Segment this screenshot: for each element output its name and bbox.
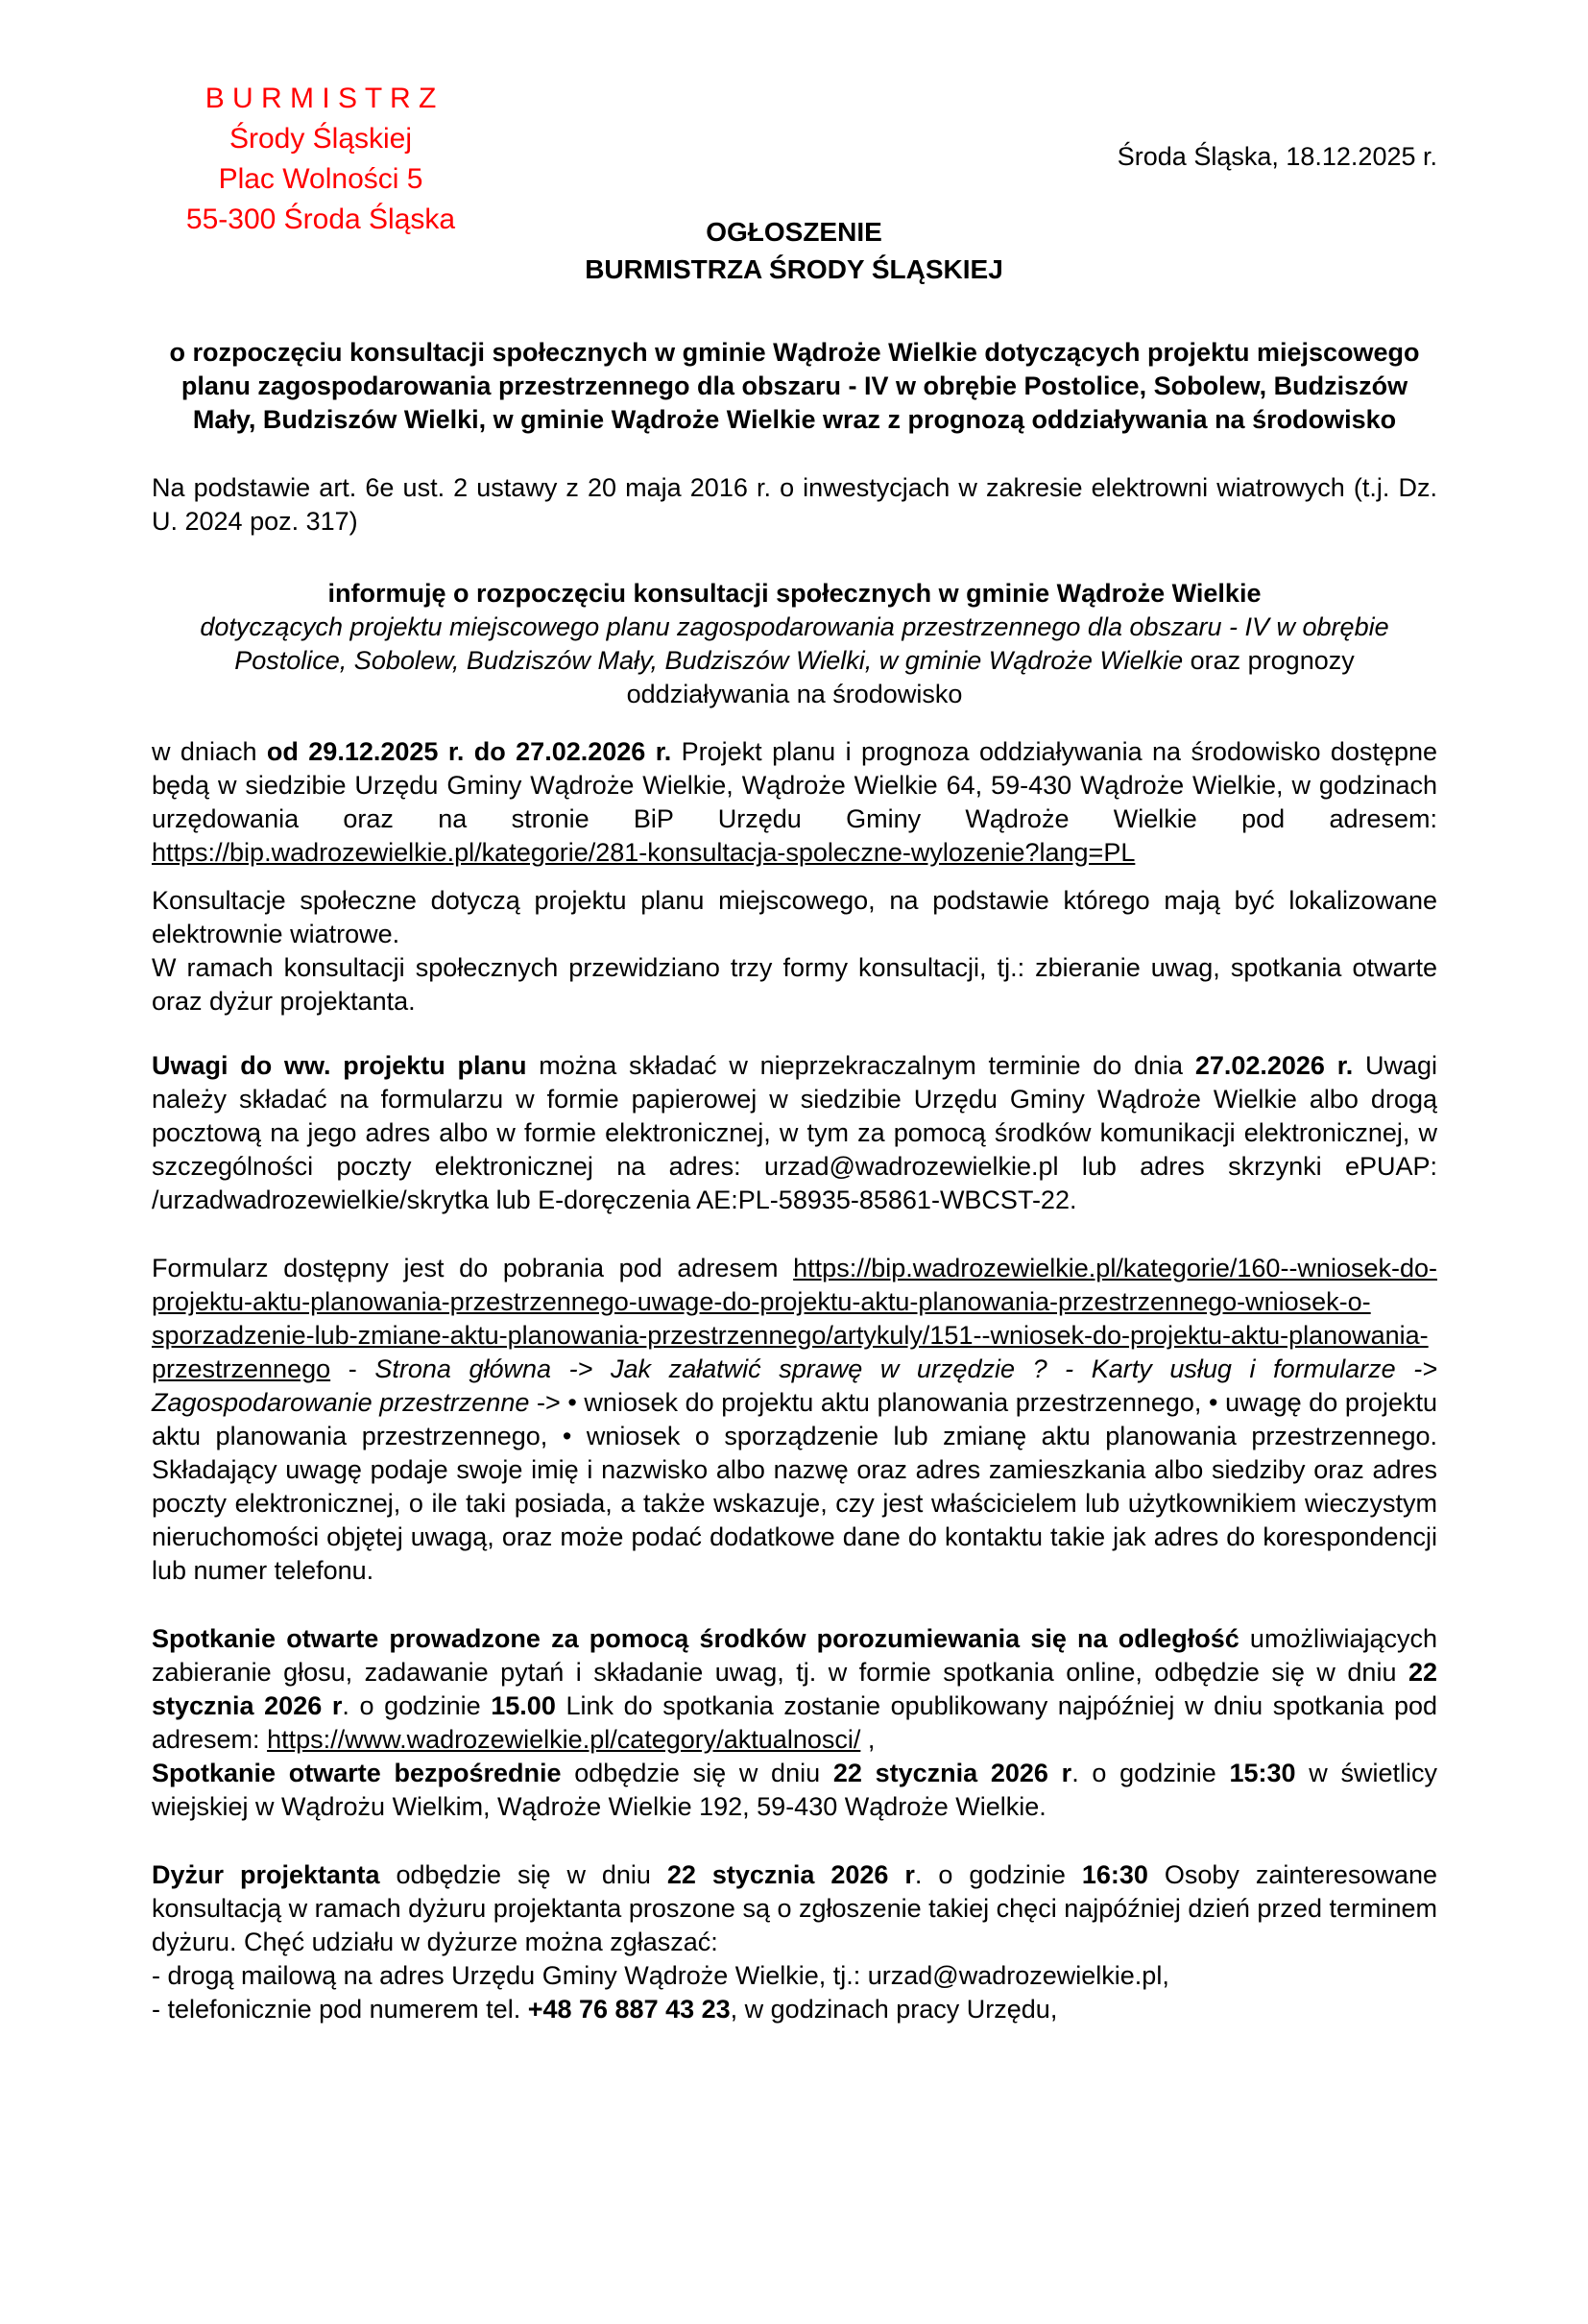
para-legal-basis [152,471,1437,539]
text-segment: -> • wniosek do projektu aktu planowania przestrzennego, • uwagę do projektu aktu planowania przestrzennego, • wniosek o sporządzenie lub zmianę aktu planowania przestrzennego. Składający uwagę podaje swoje imię i nazwisko albo nazwę oraz adres zamieszkania albo siedziby oraz adres poczty elektronicznej, o ile taki posiada, a także wskazuje, czy jest właścicielem lub użytkownikiem wieczystym nieruchomości objętej uwagą, oraz może podać dodatkowe dane do kontaktu takie jak adres do korespondencji lub numer telefonu. [152,1388,1437,1585]
text-segment: 22 stycznia 2026 r [152,1658,1437,1720]
link[interactable]: https://bip.wadrozewielkie.pl/kategorie/160--wniosek-do-projektu-aktu-planowania-przestrzennego-uwage-do-projektu-aktu-planowania-przestrzennego-wniosek-o-sporzadzenie-lub-zmiane-aktu-planowania-przestrzennego/artykuly/151--wniosek-do-projektu-aktu-planowania-przestrzennego [152,1254,1437,1383]
text-segment: Formularz dostępny jest do pobrania pod adresem [152,1254,794,1282]
text-segment: Link do spotkania zostanie opublikowany najpóźniej w dniu spotkania pod adresem: [152,1691,1437,1754]
text-segment: Konsultacje społeczne dotyczą projektu planu miejscowego, na podstawie którego mają być lokalizowane elektrownie wiatrowe. [152,886,1437,948]
link[interactable]: https://www.wadrozewielkie.pl/category/aktualnosci/ [267,1725,861,1754]
para-subject-heading [152,336,1437,437]
text-segment: 15.00 [491,1691,556,1720]
text-segment: oraz prognozy oddziaływania na środowisko [626,646,1355,708]
para-consultation-forms [152,884,1437,1018]
text-segment: w dniach [152,737,267,766]
text-segment: , w godzinach pracy Urzędu, [730,1995,1058,2024]
link[interactable]: https://bip.wadrozewielkie.pl/kategorie/281-konsultacja-spoleczne-wylozenie?lang=PL [152,838,1136,867]
text-segment: Strona główna -> Jak załatwić sprawę w urzędzie ? - Karty usług i formularze -> Zagospodarowanie przestrzenne [152,1354,1437,1417]
text-segment: umożliwiających zabieranie głosu, zadawanie pytań i składanie uwag, tj. w formie spotkania online, odbędzie się w dniu [152,1624,1437,1687]
text-segment: Spotkanie otwarte prowadzone za pomocą środków porozumiewania się na odległość [152,1624,1239,1653]
para-form-download [152,1252,1437,1588]
text-segment: - telefonicznie pod numerem tel. [152,1995,528,2024]
text-segment: dotyczących projektu miejscowego planu zagospodarowania przestrzennego dla obszaru - IV w obrębie Postolice, Sobolew, Budziszów Mały, Budziszów Wielki, w gminie Wądroże Wielkie [200,612,1389,675]
para-designer-duty [152,1858,1437,2026]
text-segment: Uwagi należy składać na formularzu w formie papierowej w siedzibie Urzędu Gminy Wądroże Wielkie albo drogą pocztową na jego adres albo w formie elektronicznej, w tym za pomocą środków komunikacji elektronicznej, w szczególności poczty elektronicznej na adres: urzad@wadrozewielkie.pl lub adres skrzynki ePUAP: /urzadwadrozewielkie/skrytka lub E-doręczenia AE:PL-58935-85861-WBCST-22. [152,1051,1437,1214]
sender-line-office: B U R M I S T R Z [205,83,437,114]
text-segment: Spotkanie otwarte bezpośrednie [152,1759,562,1787]
sender-line-postal: 55-300 Środa Śląska [185,204,456,235]
text-segment: Dyżur projektanta [152,1860,380,1889]
text-segment: o rozpoczęciu konsultacji społecznych w gminie Wądroże Wielkie dotyczących projektu miejscowego planu zagospodarowania przestrzennego dla obszaru - IV w obrębie Postolice, Sobolew, Budziszów Mały, Budziszów Wielki, w gminie Wądroże Wielkie wraz z prognozą oddziaływania na środowisko [169,338,1420,434]
text-segment: - drogą mailową na adres Urzędu Gminy Wądroże Wielkie, tj.: urzad@wadrozewielkie.pl, [152,1961,1169,1990]
text-segment: Projekt planu i prognoza oddziaływania na środowisko dostępne będą w siedzibie Urzędu Gminy Wądroże Wielkie, Wądroże Wielkie 64, 59-430 Wądroże Wielkie, w godzinach urzędowania oraz na stronie BiP Urzędu Gminy Wądroże Wielkie pod adresem: [152,737,1438,833]
document-title-line1: OGŁOSZENIE [706,217,882,247]
text-segment: 22 stycznia 2026 r [666,1860,915,1889]
text-segment: informuję o rozpoczęciu konsultacji społecznych w gminie Wądroże Wielkie [327,579,1262,608]
text-segment: 27.02.2026 r. [1194,1051,1354,1080]
document-title-line2: BURMISTRZA ŚRODY ŚLĄSKIEJ [585,254,1003,284]
document-page [0,79,1588,2324]
text-segment: , [860,1725,876,1754]
text-segment: W ramach konsultacji społecznych przewidziano trzy formy konsultacji, tj.: zbieranie uwag, spotkania otwarte oraz dyżur projektanta. [152,953,1437,1016]
para-availability [152,735,1437,870]
text-segment: odbędzie się w dniu [379,1860,667,1889]
para-announcement-center [152,577,1437,711]
text-segment: można składać w nieprzekraczalnym terminie do dnia [526,1051,1195,1080]
sender-line-town: Środy Śląskiej [229,123,413,155]
text-segment: Osoby zainteresowane konsultacją w ramach dyżuru projektanta proszone są o zgłoszenie takiej chęci najpóźniej dzień przed terminem dyżuru. Chęć udziału w dyżurze można zgłaszać: [152,1860,1437,1956]
text-segment: Uwagi do ww. projektu planu [152,1051,527,1080]
text-segment: odbędzie się w dniu [561,1759,833,1787]
text-segment: . o godzinie [342,1691,492,1720]
document-date: Środa Śląska, 18.12.2025 r. [1117,142,1437,171]
text-segment: w świetlicy wiejskiej w Wądrożu Wielkim, Wądroże Wielkie 192, 59-430 Wądroże Wielkie. [152,1759,1437,1821]
sender-line-street: Plac Wolności 5 [218,163,423,195]
text-segment: 16:30 [1081,1860,1148,1889]
text-segment: +48 76 887 43 23 [527,1995,731,2024]
text-segment: . o godzinie [1071,1759,1230,1787]
para-remarks-submission [152,1049,1437,1217]
text-segment: Na podstawie art. 6e ust. 2 ustawy z 20 maja 2016 r. o inwestycjach w zakresie elektrowni wiatrowych (t.j. Dz. U. 2024 poz. 317) [152,473,1437,536]
para-open-meetings [152,1622,1437,1824]
text-segment: 22 stycznia 2026 r [832,1759,1072,1787]
document-title [0,213,1588,288]
text-segment: - [330,1354,375,1383]
document-body [152,336,1437,2026]
document-header [0,79,1588,294]
text-segment: od 29.12.2025 r. do 27.02.2026 r. [266,737,672,766]
text-segment: 15:30 [1229,1759,1296,1787]
text-segment: . o godzinie [914,1860,1082,1889]
